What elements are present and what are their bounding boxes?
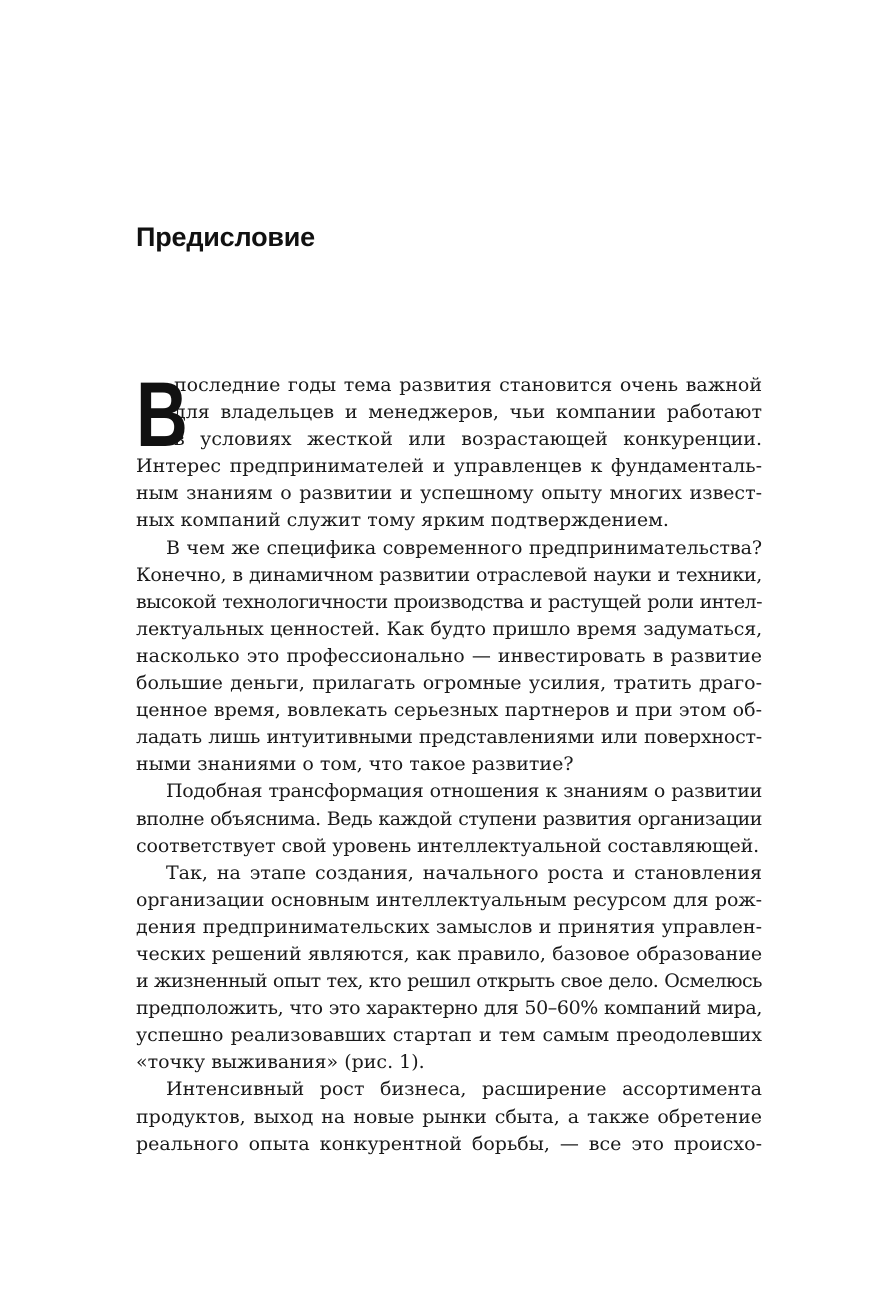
text-line: вполне объяснима. Ведь каждой ступени развития организации	[136, 807, 762, 830]
paragraph-5	[136, 1076, 762, 1157]
text-line: предположить, что это характерно для 50–60% компаний мира,	[136, 997, 762, 1020]
text-line: ными знаниями о том, что такое развитие?	[136, 753, 574, 776]
text-line: последние годы тема развития становится очень важной	[174, 374, 762, 396]
paragraph-4	[136, 860, 762, 1077]
text-line: соответствует свой уровень интеллектуальной составляющей.	[136, 834, 760, 857]
paragraph-1	[136, 364, 762, 535]
text-line: высокой технологичности производства и растущей роли интел-	[136, 590, 762, 613]
text-line: дения предпринимательских замыслов и принятия управлен-	[136, 915, 762, 938]
page-title: Предисловие	[136, 222, 315, 252]
text-line: Конечно, в динамичном развитии отраслевой науки и техники,	[136, 563, 762, 586]
text-line: В чем же специфика современного предпринимательства?	[166, 536, 762, 559]
paragraph-3	[136, 778, 762, 859]
text-line: ным знаниям о развитии и успешному опыту многих извест-	[136, 482, 762, 505]
text-line: организации основным интеллектуальным ресурсом для рож-	[136, 888, 762, 911]
paragraph-2	[136, 535, 762, 779]
text-line: и жизненный опыт тех, кто решил открыть свое дело. Осмелюсь	[136, 970, 762, 993]
text-line: успешно реализовавших стартап и тем самым преодолевших	[136, 1024, 762, 1047]
text-line: насколько это профессионально — инвестировать в развитие	[136, 644, 762, 667]
drop-cap: В	[136, 364, 188, 466]
text-line: ных компаний служит тому ярким подтверждением.	[136, 509, 669, 532]
text-line: ценное время, вовлекать серьезных партнеров и при этом об-	[136, 699, 762, 722]
text-line: реального опыта конкурентной борьбы, — все это происхо-	[136, 1132, 762, 1155]
text-line: лектуальных ценностей. Как будто пришло время задуматься,	[136, 617, 762, 640]
text-line: ладать лишь интуитивными представлениями или поверхност-	[136, 726, 762, 749]
text-line: большие деньги, прилагать огромные усилия, тратить драго-	[136, 672, 762, 695]
text-line: ческих решений являются, как правило, базовое образование	[136, 942, 762, 965]
text-line: для владельцев и менеджеров, чьи компании работают	[174, 401, 762, 424]
text-line: Интерес предпринимателей и управленцев к фундаменталь-	[136, 455, 762, 478]
text-line: Так, на этапе создания, начального роста и становления	[166, 861, 762, 884]
text-line: продуктов, выход на новые рынки сбыта, а также обретение	[136, 1105, 762, 1128]
text-line: Интенсивный рост бизнеса, расширение ассортимента	[166, 1078, 762, 1101]
text-line: «точку выживания» (рис. 1).	[136, 1051, 425, 1074]
text-line: в условиях жесткой или возрастающей конкуренции.	[174, 428, 762, 451]
text-line: Подобная трансформация отношения к знаниям о развитии	[166, 780, 762, 803]
body-text	[136, 364, 762, 1158]
